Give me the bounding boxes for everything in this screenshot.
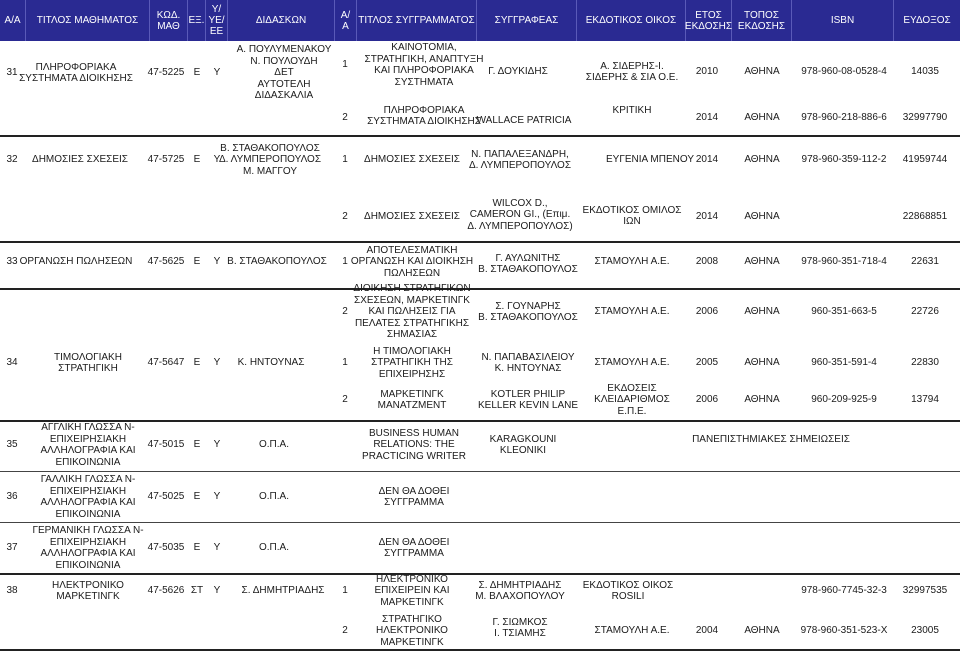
table-cell: ΕΚΔΟΤΙΚΟΣ ΟΙΚΟΣ ROSILI bbox=[582, 579, 674, 602]
table-cell: 32997790 bbox=[902, 112, 948, 124]
header-cell: ΚΩΔ. ΜΑΘ bbox=[150, 0, 188, 41]
table-cell: ΑΘΗΝΑ bbox=[744, 211, 780, 223]
table-cell: Γ. ΑΥΛΩΝΙΤΗΣ Β. ΣΤΑΘΑΚΟΠΟΥΛΟΣ bbox=[478, 252, 578, 275]
table-cell: 1 bbox=[342, 357, 348, 369]
table-cell: 1 bbox=[342, 585, 348, 597]
table-cell: Ε bbox=[193, 542, 201, 554]
table-cell: 38 bbox=[6, 585, 18, 597]
table-cell: Υ bbox=[213, 542, 221, 554]
table-cell: ΗΛΕΚΤΡΟΝΙΚΟ ΕΠΙΧΕΙΡΕΙΝ ΚΑΙ ΜΑΡΚΕΤΙΝΓΚ bbox=[374, 573, 450, 608]
table-cell: 22868851 bbox=[902, 211, 948, 223]
table-cell: 23005 bbox=[911, 625, 939, 637]
table-cell: 22631 bbox=[911, 256, 939, 268]
table-cell: ΠΛΗΡΟΦΟΡΙΑΚΑ ΣΥΣΤΗΜΑΤΑ ΔΙΟΙΚΗΣΗΣ bbox=[19, 61, 133, 84]
table-cell: 960-351-591-4 bbox=[811, 357, 877, 369]
table-cell: 978-960-351-718-4 bbox=[801, 256, 887, 268]
table-cell: ΣΤ bbox=[190, 585, 204, 597]
table-cell: Β. ΣΤΑΘΑΚΟΠΟΥΛΟΣ bbox=[227, 256, 327, 268]
table-cell: ΔΗΜΟΣΙΕΣ ΣΧΕΣΕΙΣ bbox=[364, 211, 460, 223]
table-cell: 32997535 bbox=[902, 585, 948, 597]
table-cell: Γ. ΔΟΥΚΙΔΗΣ bbox=[488, 66, 548, 78]
table-cell: 14035 bbox=[911, 66, 939, 78]
table-cell: 2014 bbox=[695, 154, 719, 166]
table-cell: 47-5225 bbox=[147, 67, 185, 79]
table-cell: 1 bbox=[342, 154, 348, 166]
header-cell: ISBN bbox=[792, 0, 894, 41]
table-cell: Ε bbox=[193, 439, 201, 451]
table-cell: 2006 bbox=[695, 306, 719, 318]
table-cell: Υ bbox=[213, 491, 221, 503]
table-cell: ΑΓΓΛΙΚΗ ΓΛΩΣΣΑ Ν- ΕΠΙΧΕΙΡΗΣΙΑΚΗ ΑΛΛΗΛΟΓΡΑΦΙΑ ΚΑΙ ΕΠΙΚΟΙΝΩΝΙΑ bbox=[40, 422, 136, 468]
table-cell: 2 bbox=[342, 112, 348, 124]
table-cell: Γ. ΣΙΩΜΚΟΣ Ι. ΤΣΙΑΜΗΣ bbox=[492, 616, 548, 639]
table-cell: Υ bbox=[213, 357, 221, 369]
header-cell: Α/ Α bbox=[335, 0, 357, 41]
table-header bbox=[0, 0, 960, 41]
table-cell: Ν. ΠΑΠΑΛΕΞΑΝΔΡΗ, Δ. ΛΥΜΠΕΡΟΠΟΥΛΟΣ bbox=[469, 148, 571, 171]
table-cell: 22726 bbox=[911, 306, 939, 318]
table-cell: Υ bbox=[213, 585, 221, 597]
table-cell: ΠΛΗΡΟΦΟΡΙΑΚΑ ΣΥΣΤΗΜΑΤΑ ΔΙΟΙΚΗΣΗΣ bbox=[367, 104, 481, 127]
table-cell: Ο.Π.Α. bbox=[258, 491, 290, 503]
table-cell: ΔΙΟΙΚΗΣΗ ΣΤΡΑΤΗΓΙΚΩΝ ΣΧΕΣΕΩΝ, ΜΑΡΚΕΤΙΝΓΚ ΚΑΙ ΠΩΛΗΣΕΙΣ ΓΙΑ ΠΕΛΑΤΕΣ ΣΤΡΑΤΗΓΙΚΗΣ ΣΗΜΑΣΙΑΣ bbox=[353, 283, 471, 341]
table-cell: KARAGKOUNI KLEONIKI bbox=[489, 433, 557, 456]
table-cell: ΠΑΝΕΠΙΣΤΗΜΙΑΚΕΣ ΣΗΜΕΙΩΣΕΙΣ bbox=[692, 434, 850, 446]
table-cell: Κ. ΗΝΤΟΥΝΑΣ bbox=[237, 357, 305, 369]
table-cell: 2005 bbox=[695, 357, 719, 369]
table-cell: 41959744 bbox=[902, 154, 948, 166]
table-cell: 47-5035 bbox=[147, 542, 185, 554]
table-cell: ΕΚΔΟΣΕΙΣ ΚΛΕΙΔΑΡΙΘΜΟΣ Ε.Π.Ε. bbox=[594, 382, 670, 417]
table-cell: Υ bbox=[213, 439, 221, 451]
header-cell: Α/Α bbox=[0, 0, 26, 41]
row-divider bbox=[0, 573, 960, 575]
table-cell: Ε bbox=[193, 256, 201, 268]
header-cell: ΤΙΤΛΟΣ ΣΥΓΓΡΑΜΜΑΤΟΣ bbox=[357, 0, 477, 41]
table-cell: BUSINESS HUMAN RELATIONS: THE PRACTICING WRITER bbox=[362, 427, 466, 462]
table-cell: ΕΚΔΟΤΙΚΟΣ ΟΜΙΛΟΣ ΙΩΝ bbox=[582, 204, 682, 227]
header-cell: ΤΙΤΛΟΣ ΜΑΘΗΜΑΤΟΣ bbox=[26, 0, 150, 41]
table-cell: 2004 bbox=[695, 625, 719, 637]
table-cell: ΣΤΑΜΟΥΛΗ Α.Ε. bbox=[594, 625, 670, 637]
table-cell: ΔΗΜΟΣΙΕΣ ΣΧΕΣΕΙΣ bbox=[364, 154, 460, 166]
table-cell: 47-5647 bbox=[147, 357, 185, 369]
table-cell: ΑΘΗΝΑ bbox=[744, 625, 780, 637]
table-cell: ΚΡΙΤΙΚΗ bbox=[612, 105, 652, 117]
row-divider bbox=[0, 471, 960, 472]
table-cell: ΓΕΡΜΑΝΙΚΗ ΓΛΩΣΣΑ Ν- ΕΠΙΧΕΙΡΗΣΙΑΚΗ ΑΛΛΗΛΟΓΡΑΦΙΑ ΚΑΙ ΕΠΙΚΟΙΝΩΝΙΑ bbox=[32, 525, 144, 571]
table-cell: 47-5625 bbox=[147, 256, 185, 268]
row-divider bbox=[0, 522, 960, 523]
table-cell: 33 bbox=[6, 256, 18, 268]
table-cell: ΑΘΗΝΑ bbox=[744, 154, 780, 166]
table-cell: Ε bbox=[193, 67, 201, 79]
table-cell: 978-960-7745-32-3 bbox=[801, 585, 887, 597]
table-cell: Σ. ΓΟΥΝΑΡΗΣ Β. ΣΤΑΘΑΚΟΠΟΥΛΟΣ bbox=[478, 300, 578, 323]
table-cell: 978-960-218-886-6 bbox=[801, 112, 887, 124]
table-cell: 31 bbox=[6, 67, 18, 79]
table-cell: ΑΘΗΝΑ bbox=[744, 357, 780, 369]
table-cell: ΔΕΝ ΘΑ ΔΟΘΕΙ ΣΥΓΓΡΑΜΜΑ bbox=[378, 536, 450, 559]
table-cell: ΓΑΛΛΙΚΗ ΓΛΩΣΣΑ Ν- ΕΠΙΧΕΙΡΗΣΙΑΚΗ ΑΛΛΗΛΟΓΡΑΦΙΑ ΚΑΙ ΕΠΙΚΟΙΝΩΝΙΑ bbox=[40, 474, 136, 520]
header-cell: ΣΥΓΓΡΑΦΕΑΣ bbox=[477, 0, 577, 41]
table-cell: ΑΠΟΤΕΛΕΣΜΑΤΙΚΗ ΟΡΓΑΝΩΣΗ ΚΑΙ ΔΙΟΙΚΗΣΗ ΠΩΛΗΣΕΩΝ bbox=[350, 244, 474, 279]
row-divider bbox=[0, 288, 960, 290]
table-cell: 47-5025 bbox=[147, 491, 185, 503]
table-cell: ΔΗΜΟΣΙΕΣ ΣΧΕΣΕΙΣ bbox=[32, 154, 128, 166]
table-cell: ΑΘΗΝΑ bbox=[744, 112, 780, 124]
table-cell: 47-5015 bbox=[147, 439, 185, 451]
table-cell: 2006 bbox=[695, 394, 719, 406]
table-cell: WALLACE PATRICIA bbox=[476, 115, 572, 127]
table-cell: 37 bbox=[6, 542, 18, 554]
table-cell: 960-351-663-5 bbox=[811, 306, 877, 318]
table-cell: Υ bbox=[213, 154, 221, 166]
table-cell: Ν. ΠΑΠΑΒΑΣΙΛΕΙΟΥ Κ. ΗΝΤΟΥΝΑΣ bbox=[481, 351, 575, 374]
table-cell: 1 bbox=[342, 256, 348, 268]
header-cell: Υ/ ΥΕ/ ΕΕ bbox=[206, 0, 228, 41]
table-cell: ΜΑΡΚΕΤΙΝΓΚ ΜΑΝΑΤΖΜΕΝΤ bbox=[377, 388, 447, 411]
table-cell: 35 bbox=[6, 439, 18, 451]
table-cell: Α. ΣΙΔΕΡΗΣ-Ι. ΣΙΔΕΡΗΣ & ΣΙΑ Ο.Ε. bbox=[585, 60, 679, 83]
table-cell: ΑΘΗΝΑ bbox=[744, 394, 780, 406]
table-cell: ΤΙΜΟΛΟΓΙΑΚΗ ΣΤΡΑΤΗΓΙΚΗ bbox=[54, 351, 122, 374]
table-cell: 34 bbox=[6, 357, 18, 369]
table-cell: 47-5725 bbox=[147, 154, 185, 166]
table-cell: Η ΤΙΜΟΛΟΓΙΑΚΗ ΣΤΡΑΤΗΓΙΚΗ ΤΗΣ ΕΠΙΧΕΙΡΗΣΗΣ bbox=[371, 345, 453, 380]
table-cell: Ο.Π.Α. bbox=[258, 439, 290, 451]
table-cell: ΚΑΙΝΟΤΟΜΙΑ, ΣΤΡΑΤΗΓΙΚΗ, ΑΝΑΠΤΥΞΗ ΚΑΙ ΠΛΗΡΟΦΟΡΙΑΚΑ ΣΥΣΤΗΜΑΤΑ bbox=[364, 42, 484, 88]
table-cell: 2014 bbox=[695, 112, 719, 124]
header-cell: ΕΚΔΟΤΙΚΟΣ ΟΙΚΟΣ bbox=[577, 0, 686, 41]
header-cell: ΔΙΔΑΣΚΩΝ bbox=[228, 0, 335, 41]
table-cell: Ε bbox=[193, 357, 201, 369]
table-cell: 2 bbox=[342, 306, 348, 318]
table-cell: 22830 bbox=[911, 357, 939, 369]
table-cell: 13794 bbox=[911, 394, 939, 406]
table-cell: ΣΤΡΑΤΗΓΙΚΟ ΗΛΕΚΤΡΟΝΙΚΟ ΜΑΡΚΕΤΙΝΓΚ bbox=[376, 613, 448, 648]
table-cell: 47-5626 bbox=[147, 585, 185, 597]
table-cell: 32 bbox=[6, 154, 18, 166]
table-cell: Ε bbox=[193, 491, 201, 503]
table-cell: Ε bbox=[193, 154, 201, 166]
table-cell: KOTLER PHILIP KELLER KEVIN LANE bbox=[477, 388, 579, 411]
table-cell: 978-960-351-523-X bbox=[800, 625, 888, 637]
table-cell: 36 bbox=[6, 491, 18, 503]
table-cell: ΟΡΓΑΝΩΣΗ ΠΩΛΗΣΕΩΝ bbox=[19, 256, 133, 268]
table-cell: ΣΤΑΜΟΥΛΗ Α.Ε. bbox=[594, 306, 670, 318]
table-cell: 960-209-925-9 bbox=[811, 394, 877, 406]
table-cell: 2010 bbox=[695, 66, 719, 78]
table-cell: Α. ΠΟΥΛΥΜΕΝΑΚΟΥ Ν. ΠΟΥΛΟΥΔΗ ΔΕΤ ΑΥΤΟΤΕΛΗ ΔΙΔΑΣΚΑΛΙΑ bbox=[236, 44, 332, 102]
header-cell: ΕΞ. bbox=[188, 0, 206, 41]
table-cell: ΔΕΝ ΘΑ ΔΟΘΕΙ ΣΥΓΓΡΑΜΜΑ bbox=[378, 485, 450, 508]
table-cell: 1 bbox=[342, 59, 348, 71]
row-divider bbox=[0, 420, 960, 422]
table-cell: Σ. ΔΗΜΗΤΡΙΑΔΗΣ Μ. ΒΛΑΧΟΠΟΥΛΟΥ bbox=[475, 579, 565, 602]
table-cell: 978-960-08-0528-4 bbox=[801, 66, 887, 78]
table-cell: 2008 bbox=[695, 256, 719, 268]
table-cell: Υ bbox=[213, 256, 221, 268]
table-cell: 2 bbox=[342, 394, 348, 406]
table-cell: WILCOX D., CAMERON GI., (Επιμ. Δ. ΛΥΜΠΕΡΟΠΟΥΛΟΣ) bbox=[467, 197, 573, 232]
table-cell: ΑΘΗΝΑ bbox=[744, 256, 780, 268]
row-divider bbox=[0, 241, 960, 243]
table-cell: 978-960-359-112-2 bbox=[801, 154, 887, 166]
header-cell: ΕΥΔΟΞΟΣ bbox=[903, 15, 951, 26]
table-cell: ΣΤΑΜΟΥΛΗ Α.Ε. bbox=[594, 357, 670, 369]
table-cell: 2 bbox=[342, 211, 348, 223]
table-cell: Σ. ΔΗΜΗΤΡΙΑΔΗΣ bbox=[241, 585, 325, 597]
table-cell: Β. ΣΤΑΘΑΚΟΠΟΥΛΟΣ Δ. ΛΥΜΠΕΡΟΠΟΥΛΟΣ Μ. ΜΑΓΓΟΥ bbox=[219, 142, 321, 177]
row-divider bbox=[0, 135, 960, 137]
table-cell: Υ bbox=[213, 67, 221, 79]
table-cell: ΕΥΓΕΝΙΑ ΜΠΕΝΟΥ bbox=[606, 154, 694, 166]
table-cell: ΣΤΑΜΟΥΛΗ Α.Ε. bbox=[594, 256, 670, 268]
table-cell: 2 bbox=[342, 625, 348, 637]
table-cell: ΑΘΗΝΑ bbox=[744, 66, 780, 78]
header-cell: ΕΤΟΣ ΕΚΔΟΣΗΣ bbox=[686, 0, 732, 41]
table-cell: Ο.Π.Α. bbox=[258, 542, 290, 554]
table-cell: ΗΛΕΚΤΡΟΝΙΚΟ ΜΑΡΚΕΤΙΝΓΚ bbox=[52, 579, 124, 602]
header-cell: ΤΟΠΟΣ ΕΚΔΟΣΗΣ bbox=[732, 0, 792, 41]
table-cell: 2014 bbox=[695, 211, 719, 223]
table-cell: ΑΘΗΝΑ bbox=[744, 306, 780, 318]
